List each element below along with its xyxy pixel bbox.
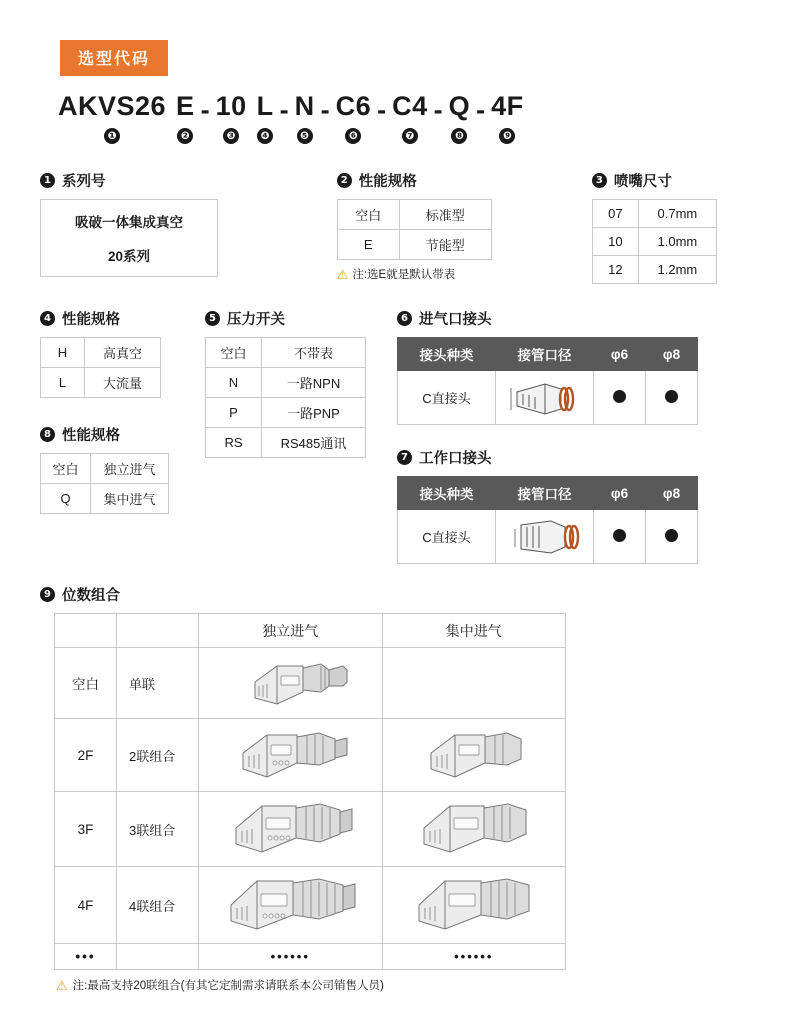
cell-desc: 不带表 (262, 338, 366, 368)
cell-code: L (41, 368, 85, 398)
section-index-icon: 4 (40, 311, 55, 326)
warning-icon: ⚠ (56, 977, 68, 993)
section-title-text: 压力开关 (227, 312, 285, 329)
table-row (398, 371, 698, 425)
performance-spec-table-4 (40, 337, 161, 398)
section-title-text: 工作口接头 (419, 451, 492, 468)
code-text: C4 (392, 91, 428, 121)
code-text: 4F (491, 91, 524, 121)
footnote-line (56, 977, 760, 993)
header-tube-diameter: 接管口径 (496, 338, 594, 371)
cell-desc: 集中进气 (91, 484, 169, 514)
table-row (592, 200, 716, 228)
code-text: 10 (215, 91, 247, 121)
cell-central-image (382, 867, 566, 944)
cell-desc: RS485通讯 (262, 428, 366, 458)
cell-phi8 (646, 371, 698, 425)
section-inlet-connector (397, 308, 698, 425)
section-title (40, 170, 337, 191)
section-title (397, 308, 698, 329)
two-unit-central-product-icon (407, 723, 541, 787)
cell-code: 07 (592, 200, 638, 228)
cell-code: P (206, 398, 262, 428)
code-index: ❶ (104, 126, 120, 144)
cell-desc: 3联组合 (117, 792, 199, 867)
section-work-port-connector (397, 447, 698, 564)
straight-fitting-icon (507, 515, 583, 559)
code-text: E (176, 91, 195, 121)
code-text: N (294, 91, 315, 121)
code-index: ❸ (223, 126, 239, 144)
section-title-text: 进气口接头 (419, 312, 492, 329)
cell-desc: 2联组合 (117, 719, 199, 792)
cell-code: 10 (592, 228, 638, 256)
section-index-icon: 3 (592, 173, 607, 188)
code-segment-9 (491, 90, 524, 144)
code-dash: - (476, 95, 486, 126)
header-phi8: φ8 (646, 477, 698, 510)
header-blank-2 (117, 614, 199, 648)
table-row (337, 230, 491, 260)
section-title-text: 性能规格 (62, 428, 120, 445)
series-line-2: 20系列 (107, 249, 151, 265)
cell-code: 12 (592, 256, 638, 284)
cell-connector-type: C直接头 (398, 510, 496, 564)
table-row (55, 648, 566, 719)
performance-spec-table-8 (40, 453, 169, 514)
code-segment-6 (336, 90, 372, 144)
cell-central-dots: •••••• (382, 944, 566, 970)
cell-desc: 0.7mm (638, 200, 716, 228)
section-series-number (40, 170, 337, 277)
cell-code: E (337, 230, 399, 260)
cell-central-empty (382, 648, 566, 719)
nozzle-size-table (592, 199, 717, 284)
code-segment-7 (392, 90, 428, 144)
section-performance-spec-4 (40, 308, 205, 398)
table-header-row (398, 338, 698, 371)
section-title (397, 447, 698, 468)
cell-connector-image (496, 371, 594, 425)
table-row (206, 368, 366, 398)
cell-desc: 标准型 (399, 200, 491, 230)
table-header-row (55, 614, 566, 648)
section-pressure-switch (205, 308, 397, 458)
table-row (592, 256, 716, 284)
section-title-text: 系列号 (62, 174, 106, 191)
cell-connector-image (496, 510, 594, 564)
filled-dot-icon (613, 529, 626, 542)
code-text: Q (448, 91, 471, 121)
section-performance-spec-8 (40, 424, 205, 514)
cell-independent-image (199, 792, 383, 867)
code-index: ❼ (402, 126, 418, 144)
code-dash: - (279, 95, 289, 126)
four-unit-product-icon (217, 871, 363, 939)
section-title-text: 喷嘴尺寸 (613, 174, 672, 191)
cell-code: 3F (55, 792, 117, 867)
cell-desc: 高真空 (85, 338, 161, 368)
code-index: ❹ (257, 126, 273, 144)
work-port-connector-table (397, 476, 698, 564)
table-row (55, 944, 566, 970)
section-index-icon: 5 (205, 311, 220, 326)
inlet-connector-table (397, 337, 698, 425)
series-box (40, 199, 218, 277)
cell-code: H (41, 338, 85, 368)
section-index-icon: 2 (337, 173, 352, 188)
cell-phi8 (646, 510, 698, 564)
filled-dot-icon (613, 390, 626, 403)
filled-dot-icon (665, 390, 678, 403)
section-index-icon: 7 (397, 450, 412, 465)
cell-desc: 1.0mm (638, 228, 716, 256)
section-title-text: 位数组合 (62, 588, 120, 605)
table-row (206, 398, 366, 428)
header-connector-type: 接头种类 (398, 338, 496, 371)
section-title-text: 性能规格 (358, 174, 417, 191)
header-phi8: φ8 (646, 338, 698, 371)
section-index-icon: 1 (40, 173, 55, 188)
code-dash: - (320, 95, 330, 126)
section-index-icon: 9 (40, 587, 55, 602)
cell-desc: 节能型 (399, 230, 491, 260)
single-unit-product-icon (225, 652, 355, 714)
cell-code: N (206, 368, 262, 398)
code-dash: - (433, 95, 443, 126)
section-title (205, 308, 397, 329)
section-index-icon: 6 (397, 311, 412, 326)
cell-code: ••• (55, 944, 117, 970)
cell-phi6 (594, 510, 646, 564)
code-text: AKVS26 (58, 91, 167, 121)
code-index: ❽ (451, 126, 467, 144)
table-row (398, 510, 698, 564)
cell-code: 空白 (55, 648, 117, 719)
cell-central-image (382, 719, 566, 792)
cell-phi6 (594, 371, 646, 425)
cell-code: Q (41, 484, 91, 514)
code-segment-8 (449, 90, 471, 144)
page-title-badge: 选型代码 (60, 40, 168, 76)
code-index: ❾ (499, 126, 515, 144)
pressure-switch-table (205, 337, 366, 458)
section-title-text: 性能规格 (62, 312, 120, 329)
cell-code: 4F (55, 867, 117, 944)
cell-code: 空白 (206, 338, 262, 368)
warning-icon: ⚠ (336, 266, 349, 282)
code-segment-2 (176, 90, 195, 144)
table-row (41, 454, 169, 484)
table-row (592, 228, 716, 256)
code-segment-1 (58, 90, 166, 144)
cell-desc: 一路PNP (262, 398, 366, 428)
two-unit-product-icon (223, 723, 357, 787)
code-index: ❷ (177, 126, 193, 144)
section-title (592, 170, 760, 191)
header-phi6: φ6 (594, 477, 646, 510)
header-central-intake: 集中进气 (382, 614, 566, 648)
digit-combination-table (54, 613, 566, 970)
code-segment-5 (295, 90, 315, 144)
header-independent-intake: 独立进气 (199, 614, 383, 648)
four-unit-central-product-icon (401, 871, 547, 939)
model-code-line (58, 90, 760, 144)
table-row (55, 719, 566, 792)
cell-desc: 一路NPN (262, 368, 366, 398)
section-digit-combination (40, 584, 760, 993)
section-performance-spec-2 (337, 170, 592, 282)
cell-independent-image (199, 719, 383, 792)
code-text: L (256, 91, 274, 121)
section-nozzle-size (592, 170, 760, 284)
table-row (41, 338, 161, 368)
cell-code: 空白 (41, 454, 91, 484)
table-row (337, 200, 491, 230)
cell-desc: 大流量 (85, 368, 161, 398)
table-row (41, 368, 161, 398)
code-index: ❺ (297, 126, 313, 144)
section-index-icon: 8 (40, 427, 55, 442)
performance-spec-table-2 (337, 199, 492, 260)
cell-desc: 4联组合 (117, 867, 199, 944)
table-row (55, 867, 566, 944)
note-text: 注:选E就是默认带表 (352, 269, 456, 282)
cell-central-image (382, 792, 566, 867)
series-line-1: 吸破一体集成真空 (75, 215, 183, 231)
cell-code: 空白 (337, 200, 399, 230)
table-row (206, 428, 366, 458)
header-blank-1 (55, 614, 117, 648)
header-connector-type: 接头种类 (398, 477, 496, 510)
cell-independent-dots: •••••• (199, 944, 383, 970)
cell-desc (117, 944, 199, 970)
table-header-row (398, 477, 698, 510)
cell-independent-image (199, 867, 383, 944)
cell-connector-type: C直接头 (398, 371, 496, 425)
section-title (40, 424, 205, 445)
cell-desc: 独立进气 (91, 454, 169, 484)
code-segment-4 (257, 90, 274, 144)
code-dash: - (200, 95, 210, 126)
section-title (337, 170, 592, 191)
table-row (206, 338, 366, 368)
table-row (55, 792, 566, 867)
table-row (41, 484, 169, 514)
cell-independent-image (199, 648, 383, 719)
cell-desc: 单联 (117, 648, 199, 719)
header-phi6: φ6 (594, 338, 646, 371)
footnote-text: 注:最高支持20联组合(有其它定制需求请联系本公司销售人员) (72, 980, 384, 993)
cell-code: 2F (55, 719, 117, 792)
straight-fitting-icon (507, 376, 583, 420)
three-unit-central-product-icon (404, 796, 544, 862)
code-segment-3 (216, 90, 247, 144)
note-line (337, 266, 592, 282)
cell-code: RS (206, 428, 262, 458)
header-tube-diameter: 接管口径 (496, 477, 594, 510)
section-title (40, 584, 760, 605)
code-index: ❻ (345, 126, 361, 144)
code-text: C6 (335, 91, 372, 121)
cell-desc: 1.2mm (638, 256, 716, 284)
section-title (40, 308, 205, 329)
code-dash: - (377, 95, 387, 126)
filled-dot-icon (665, 529, 678, 542)
three-unit-product-icon (220, 796, 360, 862)
